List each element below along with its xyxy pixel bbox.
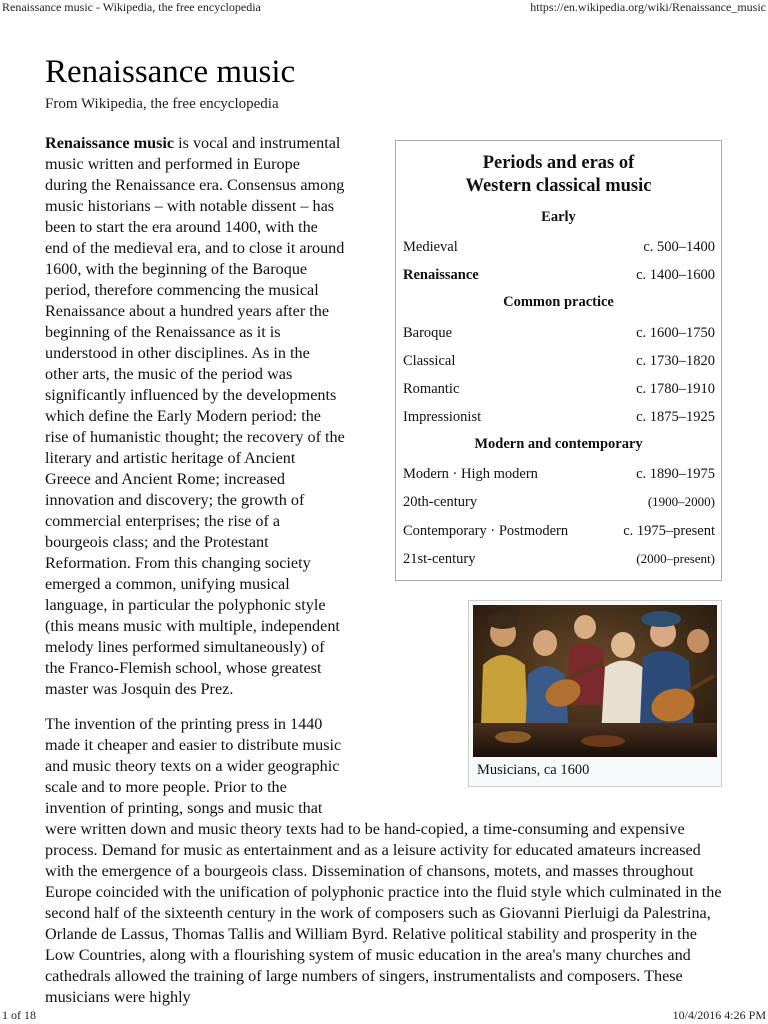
- infobox-title: [396, 152, 721, 198]
- print-footer-datetime: 10/4/2016 4:26 PM: [672, 1008, 766, 1022]
- infobox-row: [403, 381, 715, 398]
- infobox-row: [403, 239, 715, 256]
- print-header-url[interactable]: https://en.wikipedia.org/wiki/Renaissance_music: [530, 0, 766, 14]
- figure-caption: Musicians, ca 1600: [477, 762, 590, 778]
- infobox-title-line2[interactable]: Western classical music: [465, 176, 652, 196]
- era-name[interactable]: Romantic: [403, 381, 460, 397]
- paragraph-printing: The invention of the printing press in 1440 made it cheaper and easier to distribute music and music theory texts on a wider geographic scale and to more people. Prior to the invention of printing, songs and music that were written down and music theory texts had to be hand-copied, a time-consuming and expensive process. Demand for music as entertainment and as a leisure activity for educated amateurs increased with the emergence of a bourgeois class. Dissemination of chansons, motets, and masses throughout Europe coincided with the unification of polyphonic practice into the fluid style which culminated in the second half of the sixteenth century in the work of composers such as Giovanni Pierluigi da Palestrina, Orlande de Lassus, Thomas Tallis and William Byrd. Relative political stability and prosperity in the Low Countries, along with a flourishing system of music education in the area's many churches and cathedrals allowed the training of large numbers of singers, instrumentalists and composers. These musicians were highly: [45, 715, 722, 1006]
- era-dates: (1900–2000): [647, 494, 715, 509]
- era-dates: c. 1890–1975: [636, 466, 715, 482]
- era-dates: c. 1975–present: [623, 523, 715, 539]
- era-dates: c. 1780–1910: [636, 381, 715, 397]
- infobox-section-early[interactable]: Early: [541, 209, 576, 225]
- era-name: Renaissance: [403, 267, 479, 283]
- infobox-periods: [395, 140, 722, 581]
- era-name[interactable]: 21st-century: [403, 551, 476, 567]
- era-name[interactable]: Modern · High modern: [403, 466, 538, 482]
- era-dates: c. 1730–1820: [636, 353, 715, 369]
- infobox-row: [403, 494, 715, 511]
- print-footer-page-number: 1 of 18: [2, 1008, 36, 1022]
- era-dates: c. 1600–1750: [636, 325, 715, 341]
- infobox-row: [403, 466, 715, 483]
- era-name[interactable]: Classical: [403, 353, 456, 369]
- era-dates: c. 500–1400: [643, 239, 715, 255]
- infobox-title-line1[interactable]: Periods and eras of: [482, 153, 635, 173]
- intro-text: is vocal and instrumental music written and performed in Europe during the Renaissance era. Consensus among music historians – with notable dissent – has been to start the era around 1400, with the end of the medieval era, and to close it around 1600, with the beginning of the Baroque period, therefore commencing the musical Renaissance about a hundred years after the beginning of the Renaissance as it is understood in other disciplines. As in the other arts, the music of the period was significantly influenced by the developments which define the Early Modern period: the rise of humanistic thought; the recovery of the literary and artistic heritage of Ancient Greece and Ancient Rome; increased innovation and discovery; the growth of commercial enterprises; the rise of a bourgeois class; and the Protestant Reformation. From this changing society emerged a common, unifying musical language, in particular the polyphonic style (this means music with multiple, independent melody lines performed simultaneously) of the Franco-Flemish school, whose greatest master was Josquin des Prez.: [45, 134, 345, 698]
- intro-bold-term: Renaissance music: [45, 134, 175, 152]
- infobox-row: [403, 551, 715, 568]
- infobox-row: [403, 409, 715, 426]
- figure-musicians: [468, 600, 722, 787]
- era-dates: (2000–present): [636, 551, 715, 566]
- era-name[interactable]: Medieval: [403, 239, 458, 255]
- era-name[interactable]: Impressionist: [403, 409, 482, 425]
- infobox-row: [403, 267, 715, 284]
- era-dates: c. 1875–1925: [636, 409, 715, 425]
- infobox-section-modern[interactable]: Modern and contemporary: [474, 436, 643, 452]
- infobox-row: [403, 523, 715, 540]
- era-name[interactable]: Contemporary · Postmodern: [403, 523, 569, 539]
- musicians-painting-image[interactable]: [473, 605, 717, 757]
- era-name[interactable]: Baroque: [403, 325, 453, 341]
- era-dates: c. 1400–1600: [636, 267, 715, 283]
- infobox-row: [403, 325, 715, 342]
- infobox-row: [403, 353, 715, 370]
- era-name[interactable]: 20th-century: [403, 494, 478, 510]
- print-header-title: Renaissance music - Wikipedia, the free encyclopedia: [2, 0, 261, 14]
- page-subtitle: From Wikipedia, the free encyclopedia: [45, 96, 279, 112]
- infobox-section-common-practice[interactable]: Common practice: [503, 294, 614, 310]
- page-title: Renaissance music: [45, 54, 296, 90]
